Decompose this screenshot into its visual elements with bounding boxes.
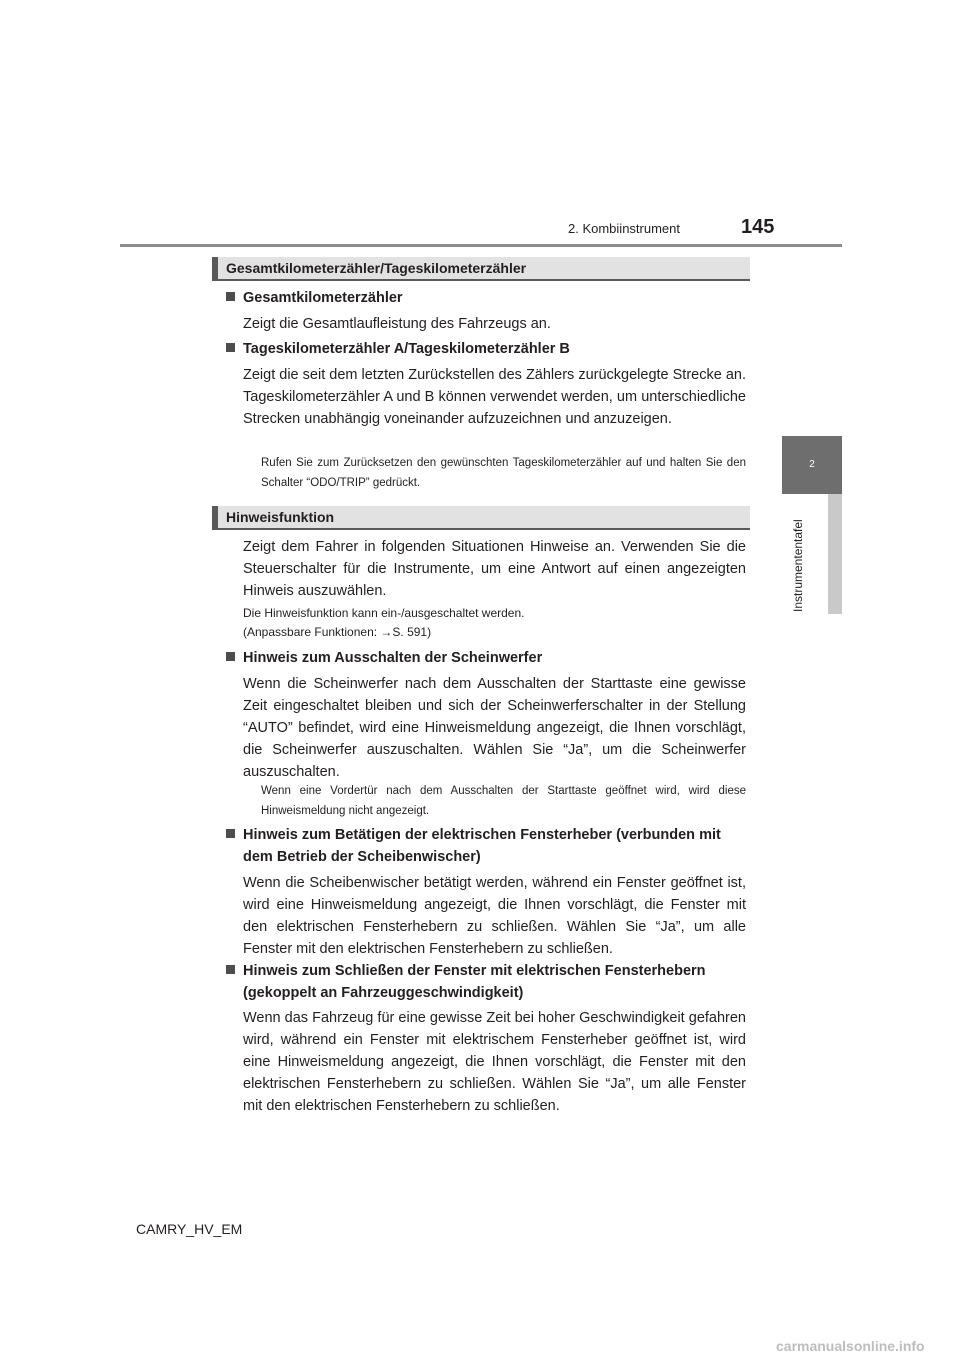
note-line: (Anpassbare Funktionen: →S. 591) xyxy=(243,625,432,639)
item-title: Gesamtkilometerzähler xyxy=(226,287,746,309)
page-number: 145 xyxy=(741,216,775,238)
item-note: Rufen Sie zum Zurücksetzen den gewünschten Tageskilometerzähler auf und halten Sie den Schalter “ODO/TRIP” gedrückt. xyxy=(261,457,746,489)
note-line: Die Hinweisfunktion kann ein-/ausgeschaltet werden. xyxy=(243,606,525,620)
bullet-square-icon xyxy=(226,292,235,301)
item-text: Wenn die Scheinwerfer nach dem Ausschalten der Starttaste eine gewisse Zeit eingeschaltet bleiben und sich der Scheinwerferschalter in der Stellung “AUTO” befindet, wird eine Hinweismeldung angezeigt, die Ihnen vorschlägt, die Scheinwerfer auszuschalten. Wählen Sie “Ja”, um die Scheinwerfer auszuschalten. xyxy=(243,676,746,780)
model-code: CAMRY_HV_EM xyxy=(136,1221,243,1237)
section-heading-text: Hinweisfunktion xyxy=(226,509,335,525)
bullet-square-icon xyxy=(226,829,235,838)
item-title: Hinweis zum Ausschalten der Scheinwerfer xyxy=(226,647,746,669)
item-title: Tageskilometerzähler A/Tageskilometerzähler B xyxy=(226,338,746,360)
item-title: Hinweis zum Schließen der Fenster mit elektrischen Fensterhebern (gekoppelt an Fahrzeuggeschwindigkeit) xyxy=(226,960,746,1004)
chapter-side-bar xyxy=(828,494,842,614)
bullet-square-icon xyxy=(226,652,235,661)
item-title: Hinweis zum Betätigen der elektrischen Fensterheber (verbunden mit dem Betrieb der Scheibenwischer) xyxy=(226,824,746,868)
bullet-square-icon xyxy=(226,965,235,974)
item-text: Zeigt die seit dem letzten Zurückstellen des Zählers zurückgelegte Strecke an. Tageskilometerzähler A und B können verwendet werden, um unterschiedliche Strecken unabhängig voneinander aufzuzeichnen und anzuzeigen. xyxy=(243,367,746,427)
item-text: Zeigt die Gesamtlaufleistung des Fahrzeugs an. xyxy=(243,316,551,332)
chapter-tab: 2 xyxy=(782,436,842,494)
intro-text: Zeigt dem Fahrer in folgenden Situationen Hinweise an. Verwenden Sie die Steuerschalter für die Instrumente, um eine Antwort auf einen angezeigten Hinweis auszuwählen. xyxy=(243,539,746,599)
watermark: carmanualsonline.info xyxy=(776,1338,925,1354)
chapter-side-label: Instrumententafel xyxy=(791,519,805,612)
chapter-title: 2. Kombiinstrument xyxy=(568,221,680,236)
item-note: Wenn eine Vordertür nach dem Ausschalten der Starttaste geöffnet wird, wird diese Hinweismeldung nicht angezeigt. xyxy=(261,785,746,817)
section-heading-text: Gesamtkilometerzähler/Tageskilometerzähler xyxy=(226,260,527,276)
item-text: Wenn die Scheibenwischer betätigt werden, während ein Fenster geöffnet ist, wird eine Hinweismeldung angezeigt, die Ihnen vorschlägt, die Fenster mit den elektrischen Fensterhebern zu schließen. Wählen Sie “Ja”, um alle Fenster mit den elektrischen Fensterhebern zu schließen. xyxy=(243,875,746,957)
header-rule xyxy=(120,244,842,247)
bullet-square-icon xyxy=(226,343,235,352)
section-heading-odometer xyxy=(212,257,750,281)
section-heading-hints xyxy=(212,506,750,530)
item-text: Wenn das Fahrzeug für eine gewisse Zeit bei hoher Geschwindigkeit gefahren wird, während ein Fenster mit elektrischem Fensterheber geöffnet ist, wird eine Hinweismeldung angezeigt, die Ihnen vorschlägt, die Fenster mit den elektrischen Fensterhebern zu schließen. Wählen Sie “Ja”, um alle Fenster mit den elektrischen Fensterhebern zu schließen. xyxy=(243,1010,746,1114)
